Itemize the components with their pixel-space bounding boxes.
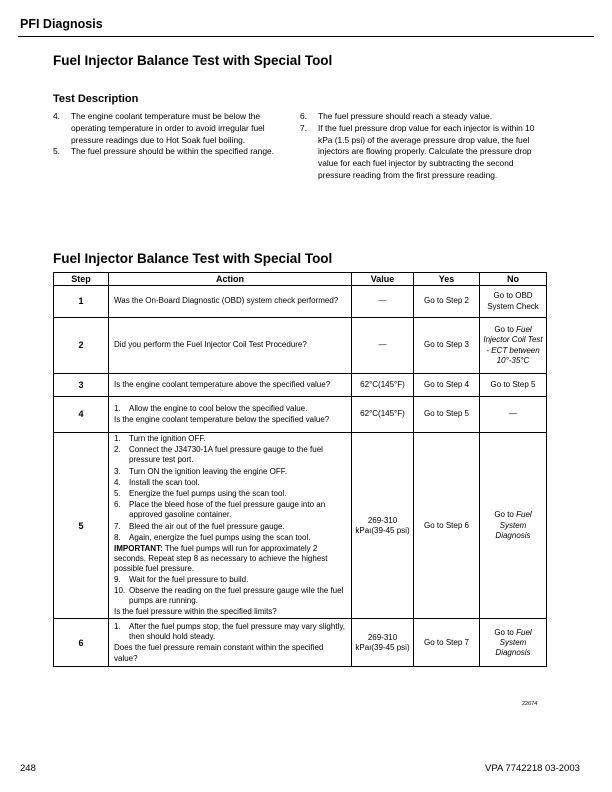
- table-title: Fuel Injector Balance Test with Special Tool: [53, 251, 333, 266]
- page-number: 248: [20, 763, 36, 774]
- page-title: Fuel Injector Balance Test with Special Tool: [53, 53, 333, 68]
- value-cell: —: [352, 286, 414, 318]
- item-text: The fuel pressure should be within the specified range.: [71, 146, 274, 157]
- test-description-heading: Test Description: [53, 93, 139, 105]
- no-reference: Fuel System Diagnosis: [495, 627, 532, 658]
- col-header-no: No: [480, 273, 547, 286]
- action-question: Did you perform the Fuel Injector Coil Test Procedure?: [114, 340, 307, 350]
- important-label: IMPORTANT:: [114, 544, 163, 554]
- yes-cell: Go to Step 2: [414, 286, 480, 318]
- action-step: [114, 622, 347, 642]
- table-row: [54, 374, 547, 397]
- action-question: Was the On-Board Diagnostic (OBD) system check performed?: [114, 296, 339, 306]
- action-step-number: 4.: [114, 477, 121, 487]
- action-step-number: 3.: [114, 466, 121, 476]
- action-step: [114, 489, 347, 499]
- action-question: Is the engine coolant temperature below the specified value?: [114, 415, 330, 424]
- action-cell: [109, 619, 352, 667]
- action-step: [114, 445, 347, 465]
- important-note: [114, 544, 347, 575]
- action-cell: [109, 397, 352, 433]
- step-number: 2: [54, 318, 109, 374]
- no-text: —: [509, 409, 517, 419]
- action-cell: [109, 318, 352, 374]
- no-cell: [480, 397, 547, 433]
- action-step-text: Bleed the air out of the fuel pressure gauge.: [129, 521, 285, 531]
- item-number: 4.: [53, 111, 60, 121]
- action-step-text: Turn the ignition OFF.: [129, 434, 206, 443]
- action-step-number: 7.: [114, 521, 121, 531]
- no-text: Go to: [494, 627, 517, 637]
- table-row: [54, 286, 547, 318]
- no-text: Go to OBD System Check: [487, 291, 539, 311]
- no-reference: Fuel System Diagnosis: [495, 510, 532, 540]
- action-step-text: Place the bleed hose of the fuel pressure gauge into an approved gasoline container.: [129, 500, 326, 520]
- action-step-number: 10.: [114, 585, 126, 595]
- action-question: Does the fuel pressure remain constant within the specified value?: [114, 643, 324, 663]
- action-step-number: 8.: [114, 532, 121, 542]
- value-cell: 269-310 kPaı(39-45 psi): [352, 619, 414, 667]
- action-cell: [109, 286, 352, 318]
- action-step: [114, 500, 347, 520]
- action-step: [114, 533, 347, 543]
- action-step-text: Wait for the fuel pressure to build.: [129, 574, 249, 584]
- list-item: [53, 111, 293, 146]
- table-row: [54, 433, 547, 619]
- no-text: Go to: [494, 510, 517, 520]
- section-header: PFI Diagnosis: [20, 17, 103, 31]
- action-step-number: 9.: [114, 574, 121, 584]
- action-cell: [109, 433, 352, 619]
- no-cell: [480, 433, 547, 619]
- action-step: [114, 522, 347, 532]
- item-text: The engine coolant temperature must be below the operating temperature in order to avoid irregular fuel pressure readings due to Hot Soak fuel boiling.: [71, 111, 265, 145]
- item-text: The fuel pressure should reach a steady value.: [318, 111, 493, 121]
- action-step-text: Again, energize the fuel pumps using the scan tool.: [129, 532, 311, 542]
- value-cell: 62°C(145°F): [352, 374, 414, 397]
- item-number: 7.: [300, 122, 307, 133]
- action-step-number: 1.: [114, 622, 121, 632]
- no-reference: Fuel Injector Coil Test - ECT between 10°-35°C: [483, 325, 543, 365]
- step-number: 3: [54, 374, 109, 397]
- action-question: Is the fuel pressure within the specified limits?: [114, 607, 277, 617]
- action-step: [114, 434, 347, 444]
- action-step: [114, 478, 347, 488]
- item-number: 5.: [53, 146, 60, 157]
- figure-id: 22674: [522, 701, 538, 707]
- col-header-value: Value: [352, 273, 414, 286]
- list-item: [300, 123, 540, 182]
- action-step-number: 5.: [114, 489, 121, 499]
- diagnostic-table: [53, 272, 547, 667]
- table-header-row: [54, 273, 547, 286]
- yes-cell: Go to Step 4: [414, 374, 480, 397]
- action-step-text: Connect the J34730-1A fuel pressure gauge to the fuel pressure test port.: [129, 445, 323, 465]
- action-step: [114, 586, 347, 606]
- step-number: 4: [54, 397, 109, 433]
- description-left-column: [53, 111, 293, 158]
- action-step-text: Turn ON the ignition leaving the engine OFF.: [129, 466, 288, 476]
- action-step: [114, 404, 347, 414]
- no-cell: [480, 318, 547, 374]
- col-header-action: Action: [109, 273, 352, 286]
- step-number: 5: [54, 433, 109, 619]
- item-number: 6.: [300, 111, 307, 121]
- action-step: [114, 575, 347, 585]
- yes-cell: Go to Step 3: [414, 318, 480, 374]
- action-step-number: 2.: [114, 445, 121, 455]
- action-step-text: After the fuel pumps stop, the fuel pressure may vary slightly, then should hold steady.: [129, 622, 345, 642]
- action-step: [114, 467, 347, 477]
- no-text: Go to Step 5: [490, 379, 536, 389]
- important-text: The fuel pumps will run for approximately 2 seconds. Repeat step 8 as necessary to achieve the highest possible fuel pressure.: [114, 544, 328, 574]
- action-step-text: Install the scan tool.: [129, 477, 200, 487]
- value-cell: 62°C(145°F): [352, 397, 414, 433]
- action-question: Is the engine coolant temperature above the specified value?: [114, 379, 331, 389]
- step-number: 1: [54, 286, 109, 318]
- no-text: Go to: [494, 325, 517, 335]
- action-cell: [109, 374, 352, 397]
- table-row: [54, 318, 547, 374]
- yes-cell: Go to Step 6: [414, 433, 480, 619]
- action-step-text: Allow the engine to cool below the specified value.: [129, 403, 308, 413]
- document-id: VPA 7742218 03-2003: [485, 763, 580, 774]
- value-cell: —: [352, 318, 414, 374]
- header-rule: [18, 36, 594, 37]
- action-step-text: Observe the reading on the fuel pressure gauge wile the fuel pumps are running.: [129, 585, 344, 606]
- value-cell: 269-310 kPaı(39-45 psi): [352, 433, 414, 619]
- table-row: [54, 397, 547, 433]
- list-item: [300, 111, 540, 123]
- action-step-number: 6.: [114, 500, 121, 510]
- step-number: 6: [54, 619, 109, 667]
- table-row: [54, 619, 547, 667]
- no-cell: [480, 286, 547, 318]
- action-step-number: 1.: [114, 403, 121, 413]
- no-cell: [480, 619, 547, 667]
- action-step-number: 1.: [114, 434, 121, 443]
- action-step-text: Energize the fuel pumps using the scan tool.: [129, 489, 287, 499]
- yes-cell: Go to Step 7: [414, 619, 480, 667]
- list-item: [53, 146, 293, 158]
- col-header-step: Step: [54, 273, 109, 286]
- description-right-column: [300, 111, 540, 182]
- col-header-yes: Yes: [414, 273, 480, 286]
- item-text: If the fuel pressure drop value for each injector is within 10 kPa (1.5 psi) of the average pressure drop value, the fuel injectors are flowing properly. Calculate the pressure drop value for each fuel injector by subtracting the second pressure reading from the first pressure reading.: [318, 122, 535, 180]
- yes-cell: Go to Step 5: [414, 397, 480, 433]
- no-cell: [480, 374, 547, 397]
